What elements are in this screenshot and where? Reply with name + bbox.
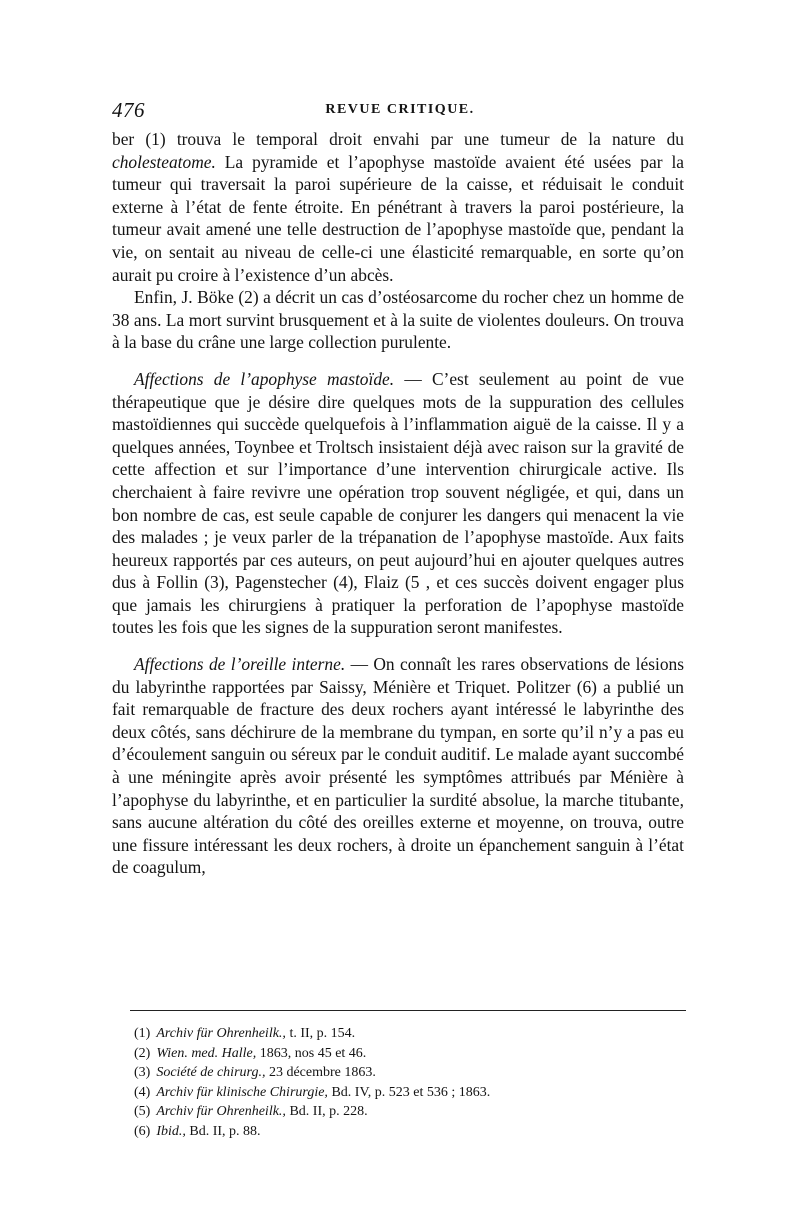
footnote-source: Archiv für klinische Chirurgie, [156, 1084, 328, 1100]
footnote-number: (3) [134, 1065, 151, 1081]
section-gap [112, 354, 684, 368]
footnote-source: Ibid., [156, 1123, 186, 1139]
footnote-source: Société de chirurg., [156, 1065, 266, 1081]
paragraph-1-text-a: ber (1) trouva le temporal droit envahi par une tumeur de la nature du [112, 129, 684, 149]
footnote-reference: 1863, nos 45 et 46. [256, 1045, 367, 1061]
footnote-reference: 23 décembre 1863. [265, 1065, 376, 1081]
section-inner-ear-heading: Affections de l’oreille interne. [134, 654, 346, 675]
section-mastoid-text: — C’est seulement au point de vue thérapeutique que je désire dire quelques mots de la suppuration des cellules mastoïdiennes qui succède quelquefois à l’inflammation aiguë de la caisse. Il y a quelques années, Toynbee et Troltsch insistaient déjà avec raison sur la gravité de cette affection et sur l’importance d’une intervention chirurgicale active. Ils cherchaient à faire revivre une opération trop souvent négligée, et qui, dans un bon nombre de cas, est seule capable de conjurer les dangers qui menacent la vie des malades ; je veux parler de la trépanation de l’apophyse mastoïde. Aux faits heureux rapportés par ces auteurs, on peut aujourd’hui en ajouter quelques autres dus à Follin (3), Pagenstecher (4), Flaiz (5 , et ces succès doivent engager plus que jamais les chirurgiens à pratiquer la perforation de l’apophyse mastoïde toutes les fois que les signes de la suppuration seront manifestes. [112, 368, 684, 638]
footnote-2 [134, 1044, 694, 1064]
section-mastoid-heading: Affections de l’apophyse mastoïde. [134, 368, 395, 389]
page-header [112, 98, 688, 124]
footnote-reference: Bd. II, p. 88. [185, 1123, 261, 1139]
paragraph-2: Enfin, J. Böke (2) a décrit un cas d’ostéosarcome du rocher chez un homme de 38 ans. La mort survint brusquement et à la suite de violentes douleurs. On trouva à la base du crâne une large collection purulente. [112, 287, 684, 353]
footnote-reference: Bd. IV, p. 523 et 536 ; 1863. [327, 1084, 491, 1100]
page-number: 476 [112, 98, 145, 122]
footnote-source: Archiv für Ohrenheilk., [156, 1026, 286, 1041]
paragraph-1-text-b: La pyramide et l’apophyse mastoïde avaient été usées par la tumeur qui traversait la paroi supérieure de la caisse, et réduisait le conduit externe à l’état de fente étroite. En pénétrant à travers la paroi postérieure, la tumeur avait amené une telle destruction de l’apophyse mastoïde que, pendant la vie, on sentait au niveau de celle-ci une élasticité remarquable, en sorte qu’on aurait pu croire à l’existence d’un abcès. [112, 151, 684, 285]
footnote-number: (4) [134, 1084, 151, 1100]
footnotes [134, 1024, 694, 1142]
paragraph-1-italic: cholesteatome. [112, 151, 216, 172]
section-inner-ear [112, 653, 684, 879]
footnote-1 [134, 1024, 694, 1044]
footnote-reference: t. II, p. 154. [285, 1026, 356, 1041]
footnote-number: (5) [134, 1104, 151, 1120]
footnote-5 [134, 1102, 694, 1122]
footnote-3 [134, 1063, 694, 1083]
footnote-number: (2) [134, 1045, 151, 1061]
footnote-6 [134, 1122, 694, 1142]
footnote-4 [134, 1083, 694, 1103]
footnote-source: Wien. med. Halle, [156, 1045, 257, 1061]
body-text [112, 128, 684, 879]
footnote-reference: Bd. II, p. 228. [285, 1104, 368, 1120]
footnote-source: Archiv für Ohrenheilk., [156, 1104, 286, 1120]
footnote-number: (6) [134, 1123, 151, 1139]
running-title: REVUE CRITIQUE. [325, 102, 475, 117]
section-mastoid [112, 368, 684, 639]
section-gap [112, 639, 684, 653]
paragraph-1 [112, 128, 684, 286]
section-inner-ear-text: — On connaît les rares observations de lésions du labyrinthe rapportées par Saissy, Ménière et Triquet. Politzer (6) a publié un fait remarquable de fracture des deux rochers ayant intéressé le labyrinthe des deux côtés, sans déchirure de la membrane du tympan, en sorte qu’il n’y a pas eu d’écoulement sanguin ou séreux par le conduit auditif. Le malade ayant succombé à une méningite après avoir présenté les symptômes attribués par Ménière à l’apophyse du labyrinthe, et en particulier la surdité absolue, la marche titubante, sans aucune altération du côté des oreilles externe et moyenne, on trouva, outre une fissure intéressant les deux rochers, à droite un épanchement sanguin à l’état de coagulum, [112, 654, 684, 878]
footnote-rule [130, 1010, 686, 1011]
footnote-number: (1) [134, 1026, 151, 1041]
